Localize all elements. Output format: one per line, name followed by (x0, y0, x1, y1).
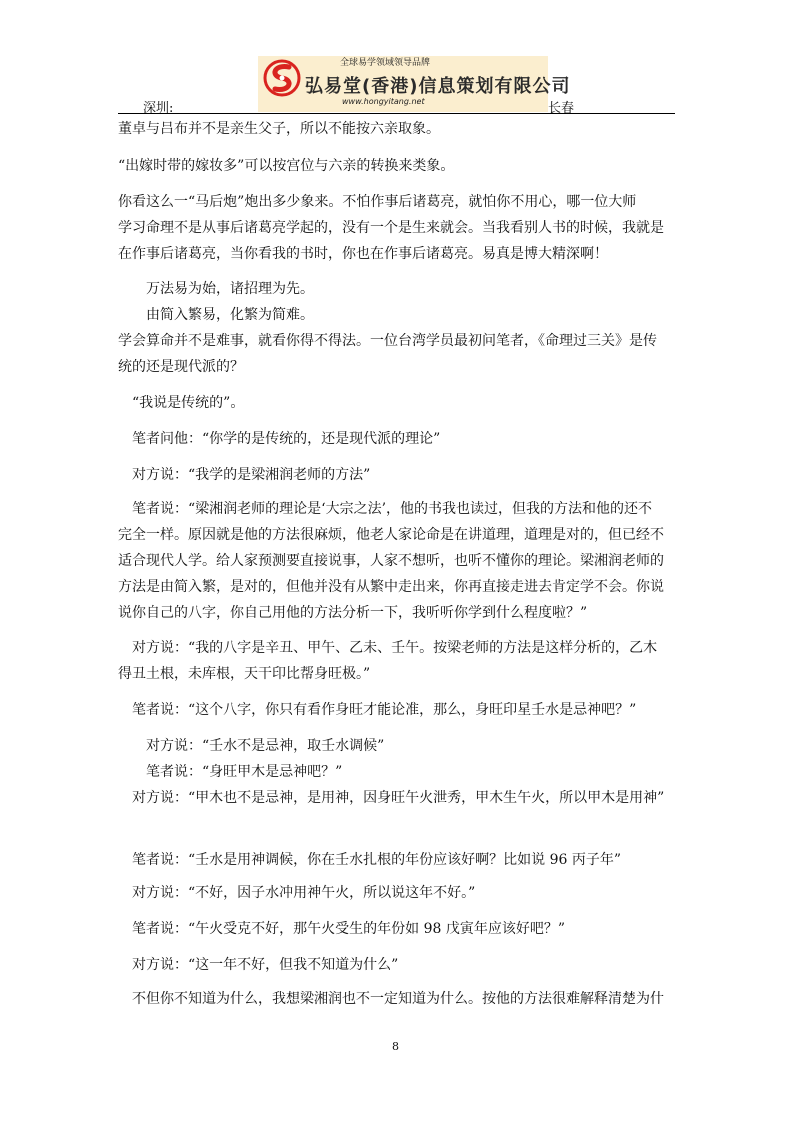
header-city-left: 深圳: (143, 101, 174, 116)
text-line: 对方说：“我学的是梁湘润老师的方法” (132, 467, 371, 483)
company-name: 弘易堂(香港)信息策划有限公司 (305, 76, 571, 97)
text-line: 笔者说：“午火受克不好，那午火受生的年份如 98 戊寅年应该好吧？” (132, 921, 566, 937)
text-line: 方法是由简入繁，是对的，但他并没有从繁中走出来，你再直接走进去肯定学不会。你说 (118, 579, 664, 595)
text-line: 说你自己的八字，你自己用他的方法分析一下，我听听你学到什么程度啦？” (118, 605, 588, 621)
text-line: 你看这么一“马后炮”炮出多少象来。不怕作事后诸葛亮，就怕你不用心，哪一位大师 (118, 194, 637, 210)
text-line: 由简入繁易，化繁为简难。 (146, 307, 314, 323)
text-line: 学习命理不是从事后诸葛亮学起的，没有一个是生来就会。当我看别人书的时候，我就是 (118, 220, 664, 236)
text-line: 对方说：“甲木也不是忌神，是用神，因身旺午火泄秀，甲木生午火，所以甲木是用神” (132, 790, 665, 806)
text-line: 笔者问他：“你学的是传统的，还是现代派的理论” (132, 431, 441, 447)
text-line: 得丑土根，未库根，天干印比帮身旺极。” (118, 666, 371, 682)
text-line: 完全一样。原因就是他的方法很麻烦，他老人家论命是在讲道理，道理是对的，但已经不 (118, 527, 664, 543)
text-line: 在作事后诸葛亮，当你看我的书时，你也在作事后诸葛亮。易真是博大精深啊！ (118, 246, 608, 262)
text-line: 笔者说：“身旺甲木是忌神吧？” (146, 764, 343, 780)
text-line: 适合现代人学。给人家预测要直接说事，人家不想听，也听不懂你的理论。梁湘润老师的 (118, 553, 664, 569)
page-number: 8 (392, 1040, 399, 1053)
header-city-right: 长春 (548, 101, 575, 116)
text-line: 对方说：“不好，因子水冲用神午火，所以说这年不好。” (132, 885, 476, 901)
text-line: 对方说：“我的八字是辛丑、甲午、乙未、壬午。按梁老师的方法是这样分析的，乙木 (132, 640, 658, 656)
text-line: 董卓与吕布并不是亲生父子，所以不能按六亲取象。 (118, 121, 440, 137)
header-slogan: 全球易学领域领导品牌 (340, 58, 431, 68)
text-line: 笔者说：“壬水是用神调候，你在壬水扎根的年份应该好啊？比如说 96 丙子年” (132, 852, 622, 868)
text-line: 万法易为始，诸招理为先。 (146, 281, 314, 297)
text-line: 对方说：“这一年不好，但我不知道为什么” (132, 957, 399, 973)
text-line: 不但你不知道为什么，我想梁湘润也不一定知道为什么。按他的方法很难解释清楚为什 (132, 991, 664, 1007)
company-website: www.hongyitang.net (342, 97, 425, 106)
text-line: 学会算命并不是难事，就看你得不得法。一位台湾学员最初问笔者，《命理过三关》是传 (118, 333, 657, 349)
text-line: “出嫁时带的嫁妆多”可以按宫位与六亲的转换来类象。 (118, 158, 455, 174)
text-line: 笔者说：“这个八字，你只有看作身旺才能论准，那么，身旺印星壬水是忌神吧？” (132, 702, 637, 718)
text-line: 对方说：“壬水不是忌神，取壬水调候” (146, 738, 385, 754)
text-line: “我说是传统的”。 (132, 395, 245, 411)
text-line: 笔者说：“梁湘润老师的理论是‘大宗之法’，他的书我也读过，但我的方法和他的还不 (132, 501, 653, 517)
text-line: 统的还是现代派的？ (118, 359, 244, 375)
